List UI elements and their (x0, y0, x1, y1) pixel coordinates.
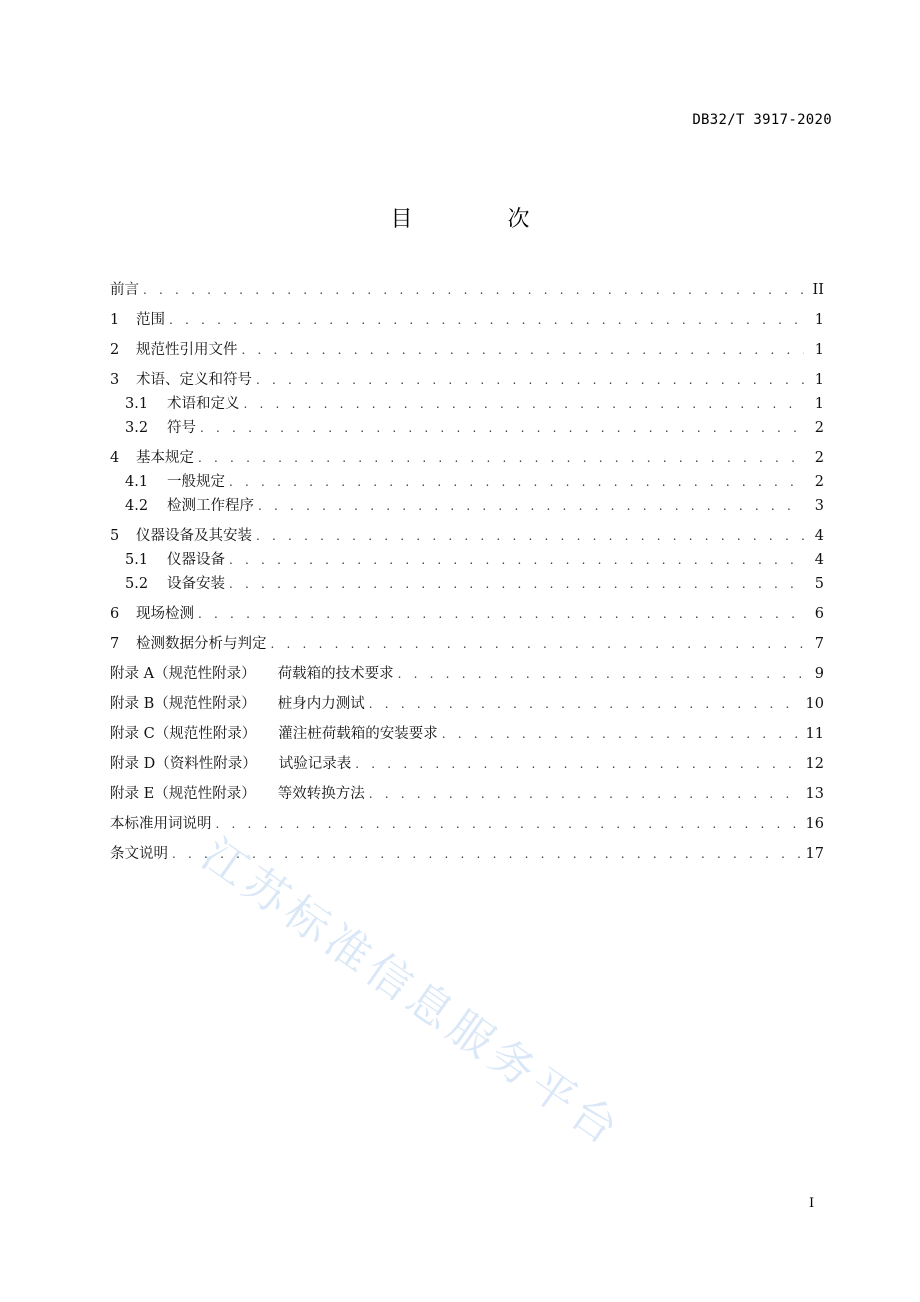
toc-entry[interactable] (110, 276, 824, 306)
toc-entry-label-text: 条文说明 (110, 846, 168, 862)
dot-leader (369, 690, 800, 718)
toc-entry-page: II (812, 282, 824, 298)
toc-entry-label-text: 术语和定义 (167, 396, 240, 412)
toc-entry-number: 5.2 (125, 576, 149, 592)
dot-leader (216, 810, 800, 838)
toc-entry[interactable] (110, 470, 824, 494)
toc-entry-label (167, 470, 229, 494)
dot-leader (229, 572, 804, 596)
toc-entry-label (167, 572, 229, 596)
toc-entry-page: 9 (814, 666, 824, 682)
toc-entry-page: 5 (814, 576, 824, 592)
toc-entry-number: 3.2 (125, 420, 149, 436)
toc-entry[interactable] (110, 720, 824, 750)
toc-entry-label (136, 522, 256, 550)
toc-entry-label-text: 附录 E（规范性附录） (110, 786, 256, 802)
toc-entry-page: 6 (814, 606, 824, 622)
toc-entry-number: 2 (110, 342, 120, 358)
dot-leader (271, 630, 805, 658)
toc-entry-label (110, 660, 398, 688)
toc-entry-label-text: 检测工作程序 (167, 498, 254, 514)
toc-entry-page: 2 (814, 474, 824, 490)
toc-entry[interactable] (110, 600, 824, 630)
dot-leader (198, 444, 804, 472)
toc-entry[interactable] (110, 690, 824, 720)
toc-entry-label-text: 仪器设备 (167, 552, 225, 568)
dot-leader (229, 548, 804, 572)
toc-entry-label (167, 494, 258, 518)
toc-entry-number: 4 (110, 450, 120, 466)
dot-leader (258, 494, 804, 518)
toc-entry[interactable] (110, 630, 824, 660)
toc-entry-page: 1 (814, 342, 824, 358)
toc-entry-sublabel: 桩身内力测试 (277, 696, 365, 712)
toc-entry-label-text: 附录 B（规范性附录） (110, 696, 256, 712)
toc-entry-page: 2 (814, 420, 824, 436)
toc-entry-label (167, 416, 200, 440)
toc-entry-number: 3 (110, 372, 120, 388)
toc-entry-label-text: 本标准用词说明 (110, 816, 212, 832)
toc-entry-page: 4 (814, 552, 824, 568)
toc-entry[interactable] (110, 416, 824, 440)
toc-entry-label-text: 范围 (136, 312, 165, 328)
toc-entry[interactable] (110, 572, 824, 596)
dot-leader (256, 366, 804, 394)
toc-entry-page: 17 (805, 846, 824, 862)
toc-entry-sublabel: 等效转换方法 (277, 786, 365, 802)
dot-leader (229, 470, 804, 494)
toc-entry[interactable] (110, 306, 824, 336)
toc-entry-label-text: 仪器设备及其安装 (136, 528, 252, 544)
table-of-contents (110, 276, 824, 870)
toc-entry-sublabel: 试验记录表 (278, 756, 352, 772)
toc-entry-label-text: 附录 D（资料性附录） (110, 756, 257, 772)
watermark: 江苏标准信息服务平台 (192, 829, 632, 1158)
toc-entry-label (136, 444, 198, 472)
toc-entry-label (110, 720, 442, 748)
toc-entry[interactable] (110, 392, 824, 416)
toc-entry-number: 1 (110, 312, 120, 328)
toc-entry-number: 6 (110, 606, 120, 622)
dot-leader (242, 336, 805, 364)
toc-entry-number: 3.1 (125, 396, 149, 412)
toc-entry[interactable] (110, 494, 824, 518)
toc-entry-number: 4.2 (125, 498, 149, 514)
toc-entry[interactable] (110, 810, 824, 840)
toc-entry-number: 5 (110, 528, 120, 544)
toc-entry-page: 4 (814, 528, 824, 544)
toc-entry-page: 7 (814, 636, 824, 652)
toc-entry-label (136, 366, 256, 394)
toc-entry-label (110, 780, 369, 808)
toc-entry-label (136, 336, 242, 364)
dot-leader (355, 750, 799, 778)
toc-entry-label-text: 基本规定 (136, 450, 194, 466)
dot-leader (200, 416, 804, 440)
dot-leader (169, 306, 804, 334)
toc-entry-label (110, 690, 369, 718)
toc-entry-label-text: 符号 (167, 420, 196, 436)
dot-leader (244, 392, 805, 416)
toc-entry[interactable] (110, 336, 824, 366)
toc-entry-label (136, 306, 169, 334)
toc-entry-page: 13 (805, 786, 824, 802)
dot-leader (442, 720, 800, 748)
dot-leader (398, 660, 804, 688)
page-number: I (809, 1196, 815, 1211)
toc-entry[interactable] (110, 548, 824, 572)
toc-entry-label (167, 392, 244, 416)
toc-entry-label-text: 附录 C（规范性附录） (110, 726, 257, 742)
page-title: 目 次 (390, 207, 574, 232)
toc-entry-page: 1 (814, 372, 824, 388)
toc-entry-label (136, 630, 271, 658)
standard-code: DB32/T 3917-2020 (692, 112, 832, 128)
toc-entry-label-text: 现场检测 (136, 606, 194, 622)
toc-entry[interactable] (110, 750, 824, 780)
dot-leader (369, 780, 800, 808)
dot-leader (143, 276, 804, 304)
toc-entry-number: 5.1 (125, 552, 149, 568)
toc-entry-label (110, 276, 143, 304)
toc-entry-label (167, 548, 229, 572)
toc-entry-page: 10 (805, 696, 824, 712)
toc-entry[interactable] (110, 660, 824, 690)
toc-entry-page: 16 (805, 816, 824, 832)
toc-entry-label-text: 附录 A（规范性附录） (110, 666, 256, 682)
dot-leader (172, 840, 800, 868)
toc-entry-page: 1 (814, 396, 824, 412)
toc-entry-number: 7 (110, 636, 120, 652)
toc-entry-sublabel: 荷载箱的技术要求 (277, 666, 394, 682)
toc-entry[interactable] (110, 840, 824, 870)
toc-entry[interactable] (110, 780, 824, 810)
toc-entry-number: 4.1 (125, 474, 149, 490)
toc-entry-page: 3 (814, 498, 824, 514)
toc-entry-page: 1 (814, 312, 824, 328)
toc-entry-label-text: 检测数据分析与判定 (136, 636, 267, 652)
dot-leader (198, 600, 804, 628)
toc-entry-label-text: 术语、定义和符号 (136, 372, 252, 388)
toc-entry-label-text: 前言 (110, 282, 139, 298)
toc-entry-label (136, 600, 198, 628)
toc-entry-sublabel: 灌注桩荷载箱的安装要求 (278, 726, 438, 742)
toc-entry-label-text: 设备安装 (167, 576, 225, 592)
toc-entry-page: 12 (805, 756, 824, 772)
toc-entry-label (110, 840, 172, 868)
dot-leader (256, 522, 804, 550)
toc-entry-label-text: 规范性引用文件 (136, 342, 238, 358)
toc-entry-page: 2 (814, 450, 824, 466)
toc-entry-label (110, 810, 216, 838)
toc-entry-label-text: 一般规定 (167, 474, 225, 490)
toc-entry-label (110, 750, 355, 778)
toc-entry-page: 11 (805, 726, 824, 742)
